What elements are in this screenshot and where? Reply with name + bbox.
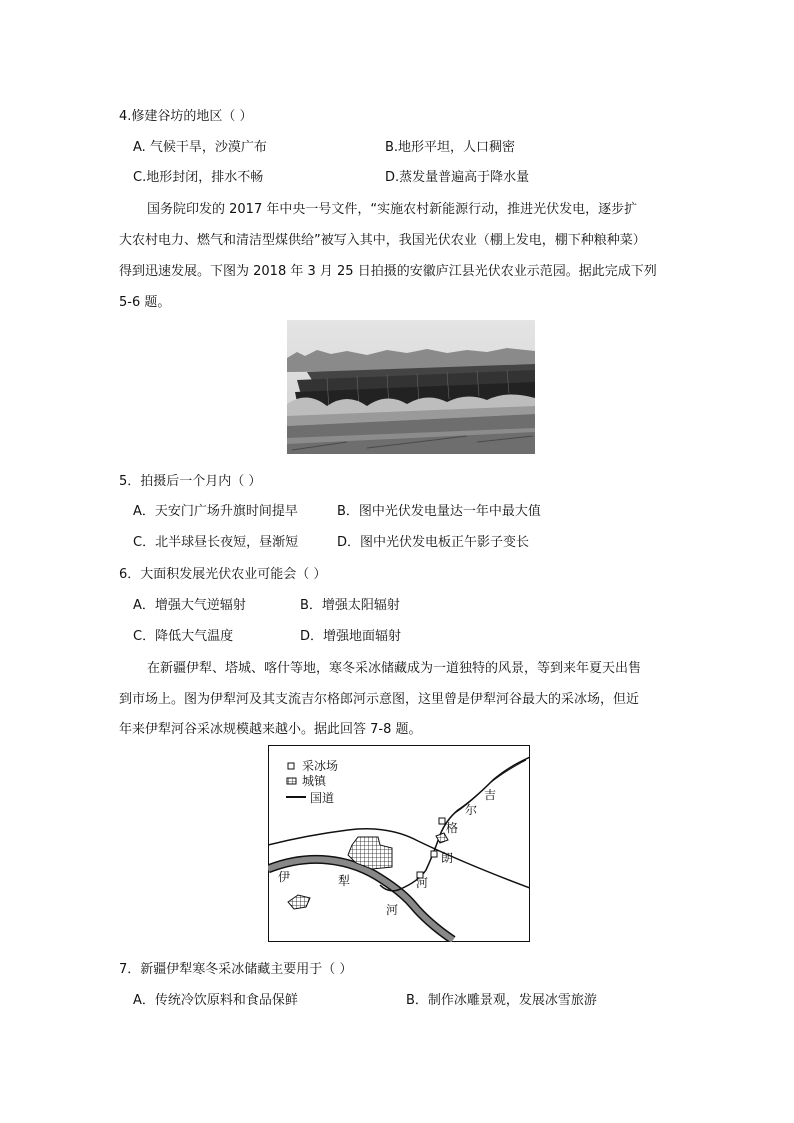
q7-stem: 7．新疆伊犁寒冬采冰储藏主要用于（ ） <box>119 962 353 977</box>
legend-road-label: 国道 <box>310 791 335 805</box>
q5-stem: 5．拍摄后一个月内（ ） <box>119 474 262 489</box>
q6-option-b: B．增强太阳辐射 <box>300 598 400 613</box>
q4-stem: 4.修建谷坊的地区（ ） <box>119 109 253 124</box>
q5-option-c: C．北半球昼长夜短，昼渐短 <box>133 535 299 550</box>
legend-town-label: 城镇 <box>302 774 327 788</box>
q4-option-b: B.地形平坦，人口稠密 <box>385 140 516 155</box>
tributary-char-4: 朗 <box>441 851 454 865</box>
ili-river-map <box>268 745 530 942</box>
tributary-char-2: 尔 <box>465 803 478 817</box>
passage1-line2: 大农村电力、燃气和清洁型煤供给”被写入其中，我国光伏农业（棚上发电，棚下种粮种菜） <box>119 233 646 248</box>
river-char-2: 犁 <box>338 874 351 888</box>
town-legend-icon <box>287 778 296 784</box>
tributary-char-5: 河 <box>416 876 429 890</box>
river-char-1: 伊 <box>278 870 291 884</box>
passage2-line3: 年来伊犁河谷采冰规模越来越小。据此回答 7-8 题。 <box>119 722 422 737</box>
passage1-line1: 国务院印发的 2017 年中央一号文件，“实施农村新能源行动，推进光伏发电，逐步扩 <box>147 202 638 217</box>
q4-option-a: A. 气候干旱，沙漠广布 <box>133 140 267 155</box>
tributary-char-3: 格 <box>446 821 459 835</box>
tributary-char-1: 吉 <box>484 788 497 802</box>
q6-option-d: D．增强地面辐射 <box>300 629 402 644</box>
passage2-line1: 在新疆伊犁、塔城、喀什等地，寒冬采冰储藏成为一道独特的风景，等到来年夏天出售 <box>147 661 642 676</box>
ice-field-2 <box>431 851 437 857</box>
river-char-3: 河 <box>386 903 399 917</box>
passage2-line2: 到市场上。图为伊犁河及其支流吉尔格郎河示意图，这里曾是伊犁河谷最大的采冰场，但近 <box>119 692 640 707</box>
q4-option-c: C.地形封闭，排水不畅 <box>133 170 264 185</box>
q5-option-b: B．图中光伏发电量达一年中最大值 <box>337 504 541 519</box>
q6-option-c: C．降低大气温度 <box>133 629 234 644</box>
q5-option-a: A．天安门广场升旗时间提早 <box>133 504 298 519</box>
q7-option-a: A．传统冷饮原料和食品保鲜 <box>133 993 298 1008</box>
passage1-line4: 5-6 题。 <box>119 295 171 310</box>
q5-option-d: D．图中光伏发电板正午影子变长 <box>337 535 530 550</box>
ice-field-legend-icon <box>288 763 294 769</box>
solar-farm-photo <box>287 320 535 454</box>
passage1-line3: 得到迅速发展。下图为 2018 年 3 月 25 日拍摄的安徽庐江县光伏农业示范园。据此完成下列 <box>119 264 657 279</box>
q4-option-d: D.蒸发量普遍高于降水量 <box>385 170 530 185</box>
ice-field-1 <box>439 818 445 824</box>
legend-ice-label: 采冰场 <box>302 759 339 773</box>
q7-option-b: B．制作冰雕景观，发展冰雪旅游 <box>406 993 597 1008</box>
q6-option-a: A．增强大气逆辐射 <box>133 598 246 613</box>
q6-stem: 6．大面积发展光伏农业可能会（ ） <box>119 567 327 582</box>
